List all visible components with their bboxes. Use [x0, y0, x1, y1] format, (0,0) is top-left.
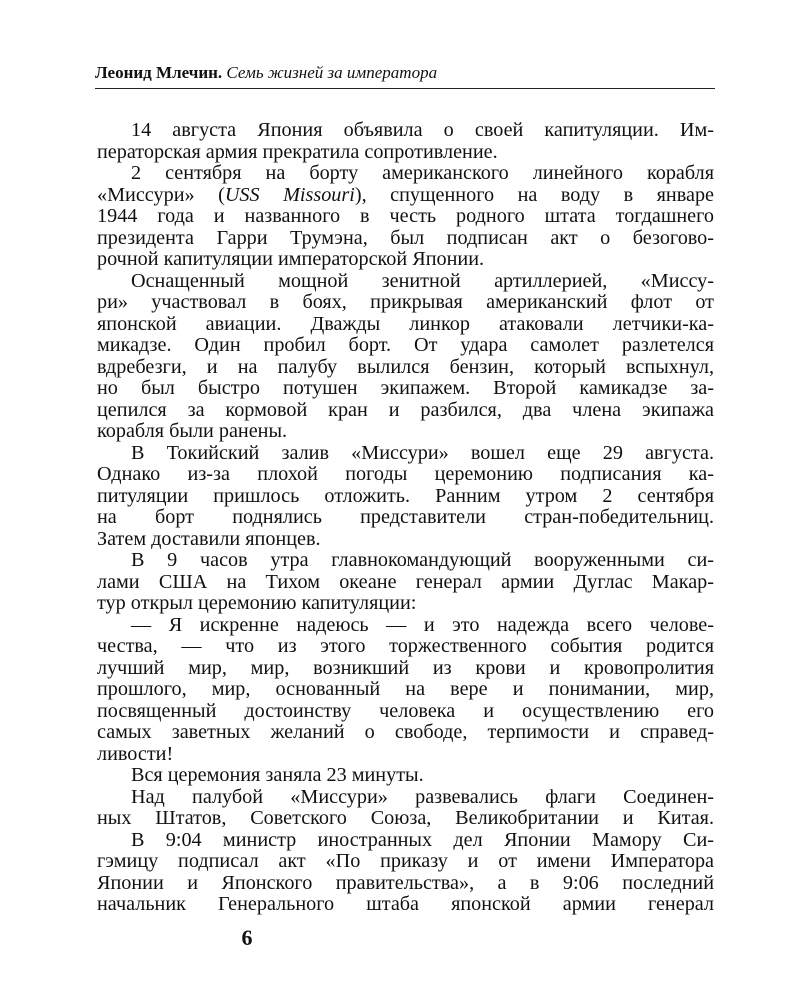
text-line: питуляции пришлось отложить. Ранним утром 2 сентября — [97, 484, 714, 507]
text-line: посвященный достоинству человека и осуществлению его — [97, 699, 714, 722]
text-line: Однако из-за плохой погоды церемонию подписания ка- — [97, 463, 714, 485]
text-line: на борт поднялись представители стран-победительниц. — [97, 506, 714, 528]
text-line: В 9 часов утра главнокомандующий вооруженными си- — [131, 549, 714, 571]
text-line: Вся церемония заняла 23 минуты. — [131, 764, 424, 786]
text-line: Японии и Японского правительства», а в 9:06 последний — [97, 871, 714, 894]
text-line: цепился за кормовой кран и разбился, два члена экипажа — [97, 398, 714, 421]
text-line: ператорская армия прекратила сопротивление. — [97, 140, 498, 163]
text-line: ливости! — [97, 742, 174, 765]
text-line: лами США на Тихом океане генерал армии Дуглас Макар- — [97, 570, 714, 593]
main-text — [97, 120, 714, 916]
text-line: 2 сентября на борту американского линейного корабля — [131, 162, 714, 184]
text-line: В Токийский залив «Миссури» вошел еще 29 августа. — [131, 441, 714, 464]
text-line: президента Гарри Трумэна, был подписан акт о безогово- — [97, 226, 714, 249]
ship-name: USS Missouri — [224, 183, 355, 206]
page-number: 6 — [241, 925, 253, 950]
text-line: японской авиации. Дважды линкор атаковали летчики-ка- — [97, 312, 714, 335]
text-line: прошлого, мир, основанный на вере и понимании, мир, — [97, 678, 714, 700]
text-line: тур открыл церемонию капитуляции: — [97, 592, 417, 614]
text-line: 1944 года и названного в честь родного штата тогдашнего — [97, 205, 714, 227]
text-line: самых заветных желаний о свободе, терпимости и справед- — [97, 721, 714, 743]
header-divider — [95, 88, 715, 89]
text-line: ных Штатов, Советского Союза, Великобритании и Китая. — [97, 807, 714, 829]
text-line: Оснащенный мощной зенитной артиллерией, «Миссу- — [131, 269, 714, 292]
text-line: вдребезги, и на палубу вылился бензин, который вспыхнул, — [97, 355, 714, 378]
text-line: 14 августа Япония объявила о своей капитуляции. Им- — [131, 119, 714, 141]
text-line: но был быстро потушен экипажем. Второй камикадзе за- — [97, 377, 714, 399]
text-line: микадзе. Один пробил борт. От удара самолет разлетелся — [97, 334, 714, 356]
text-line: чества, — что из этого торжественного события родится — [97, 635, 714, 657]
text-line: корабля были ранены. — [97, 420, 288, 442]
text-line: начальник Генерального штаба японской армии генерал — [97, 893, 714, 915]
running-header — [95, 62, 715, 84]
text-line: «Миссури» (USS Missouri), спущенного на воду в январе — [97, 183, 715, 206]
text-line: В 9:04 министр иностранных дел Японии Мамору Си- — [131, 828, 714, 851]
header-book-title: Семь жизней за императора — [226, 63, 438, 82]
text-line: рочной капитуляции императорской Японии. — [97, 248, 485, 270]
text-line: ри» участвовал в боях, прикрывая американский флот от — [97, 291, 714, 313]
text-line: Над палубой «Миссури» развевались флаги Соединен- — [131, 785, 714, 808]
text-line: лучший мир, мир, возникший из крови и кровопролития — [97, 656, 714, 679]
text-line: Затем доставили японцев. — [97, 527, 321, 550]
header-author: Леонид Млечин. — [95, 63, 223, 82]
text-line: гэмицу подписал акт «По приказу и от имени Императора — [97, 850, 714, 872]
text-line: — Я искренне надеюсь — и это надежда всего челове- — [131, 613, 714, 636]
